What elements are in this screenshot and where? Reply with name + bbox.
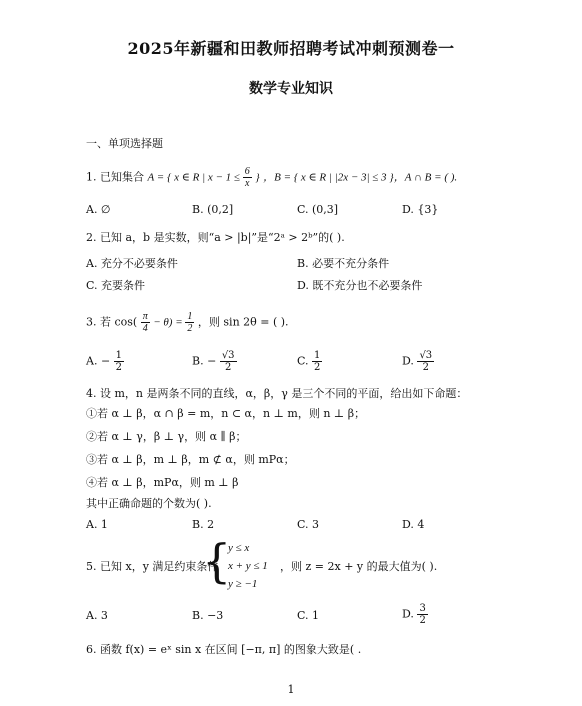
q1-fraction: [243, 166, 252, 189]
q3-pi-den: 4: [142, 323, 148, 334]
q3-option-c: [297, 350, 322, 373]
question-4: 4. 设 m，n 是两条不同的直线，α，β，γ 是三个不同的平面，给出如下命题：: [86, 387, 468, 400]
q5-option-d-label: D.: [402, 607, 414, 621]
q3-option-a-den: 2: [115, 362, 123, 373]
q1-stem: 1. 已知集合: [86, 170, 144, 184]
q4-option-c: C. 3: [297, 518, 320, 531]
q3-option-b: [192, 350, 237, 373]
q2-option-d: D. 既不充分也不必要条件: [297, 279, 423, 292]
q3-option-b-label: B.: [192, 354, 204, 368]
q1-set-b: ，B = { x ∈ R | |2x − 3| ≤ 3 }，A ∩ B = ( ).: [263, 171, 458, 184]
q5-option-b: B. −3: [192, 609, 224, 622]
q3-option-c-num: 1: [314, 350, 321, 361]
q3-half-den: 2: [187, 323, 193, 334]
q3-pi-fraction: [141, 311, 150, 334]
q3-option-d-frac: [417, 350, 434, 373]
q3-option-a-label: A.: [86, 354, 98, 368]
q4-item-2: ②若 α ⊥ γ，β ⊥ γ，则 α ∥ β；: [86, 430, 247, 443]
q4-option-a: A. 1: [86, 518, 108, 531]
q3-option-d-label: D.: [402, 354, 414, 368]
page-number: 1: [287, 683, 295, 696]
q3-option-b-sign: −: [207, 354, 217, 368]
q1-option-b: B. (0,2]: [192, 203, 234, 216]
q5-left-brace: {: [202, 534, 232, 588]
q1-set-a-end: }: [255, 171, 260, 184]
question-1: [86, 166, 457, 189]
q3-option-a: [86, 350, 124, 373]
page-title: 2025年新疆和田教师招聘考试冲刺预测卷一: [127, 39, 455, 58]
q2-option-c: C. 充要条件: [86, 279, 146, 292]
q3-option-b-frac: [220, 350, 237, 373]
q3-option-a-sign: −: [100, 354, 111, 368]
q4-option-d: D. 4: [402, 518, 425, 531]
q2-option-a: A. 充分不必要条件: [86, 257, 178, 270]
question-5-tail: ，则 z = 2x + y 的最大值为( ).: [280, 560, 438, 573]
question-2: 2. 已知 a，b 是实数，则“a > |b|”是“2ᵃ > 2ᵇ”的( ).: [86, 231, 345, 244]
q3-stem-c: ，则 sin 2θ = ( ).: [197, 315, 289, 329]
q3-option-a-num: 1: [115, 350, 123, 361]
q5-option-a: A. 3: [86, 609, 108, 622]
q5-constraint-3: y ≥ −1: [228, 578, 258, 590]
q3-stem-b: − θ) =: [153, 316, 186, 329]
q3-half-num: 1: [187, 311, 193, 322]
question-5-stem: 5. 已知 x，y 满足约束条件: [86, 560, 219, 573]
q4-item-4: ④若 α ⊥ β，mPα，则 m ⊥ β: [86, 476, 239, 489]
q3-half-fraction: [185, 311, 194, 334]
q1-frac-den: x: [244, 178, 250, 189]
q3-option-c-frac: [312, 350, 322, 373]
q5-constraint-1: y ≤ x: [228, 542, 250, 554]
q3-option-d: [402, 350, 434, 373]
q3-option-c-label: C.: [297, 354, 309, 368]
question-6: 6. 函数 f(x) = eˣ sin x 在区间 [−π, π] 的图象大致是( .: [86, 643, 362, 656]
q5-constraint-2: x + y ≤ 1: [228, 560, 268, 572]
question-3: [86, 311, 289, 334]
q3-option-d-den: 2: [422, 362, 429, 373]
q5-option-d: [402, 603, 428, 626]
q5-option-c: C. 1: [297, 609, 320, 622]
q5-option-d-frac: [417, 603, 427, 626]
q4-item-1: ①若 α ⊥ β，α ∩ β = m，n ⊂ α，n ⊥ m，则 n ⊥ β；: [86, 407, 366, 420]
q1-option-a: A. ∅: [86, 203, 111, 216]
q5-option-d-den: 2: [419, 615, 426, 626]
q3-option-a-frac: [114, 350, 124, 373]
q2-option-b: B. 必要不充分条件: [297, 257, 390, 270]
q5-option-d-num: 3: [419, 603, 426, 614]
q3-option-b-den: 2: [224, 362, 232, 373]
q3-pi-num: π: [142, 311, 148, 322]
q4-question: 其中正确命题的个数为( ).: [86, 497, 212, 510]
q3-option-d-num: √3: [419, 350, 433, 361]
q3-stem-a: 3. 若 cos(: [86, 315, 138, 329]
q1-set-a: A = { x ∈ R | x − 1 ≤: [147, 171, 243, 184]
q1-option-c: C. (0,3]: [297, 203, 339, 216]
q3-option-b-num: √3: [221, 350, 235, 361]
section-heading: 一、单项选择题: [86, 137, 163, 150]
q4-option-b: B. 2: [192, 518, 215, 531]
q4-item-3: ③若 α ⊥ β，m ⊥ β，m ⊄ α，则 mPα；: [86, 453, 295, 466]
q1-option-d: D. {3}: [402, 203, 439, 216]
q1-frac-num: 6: [244, 166, 250, 177]
page-subtitle: 数学专业知识: [249, 81, 333, 97]
q3-option-c-den: 2: [314, 362, 321, 373]
